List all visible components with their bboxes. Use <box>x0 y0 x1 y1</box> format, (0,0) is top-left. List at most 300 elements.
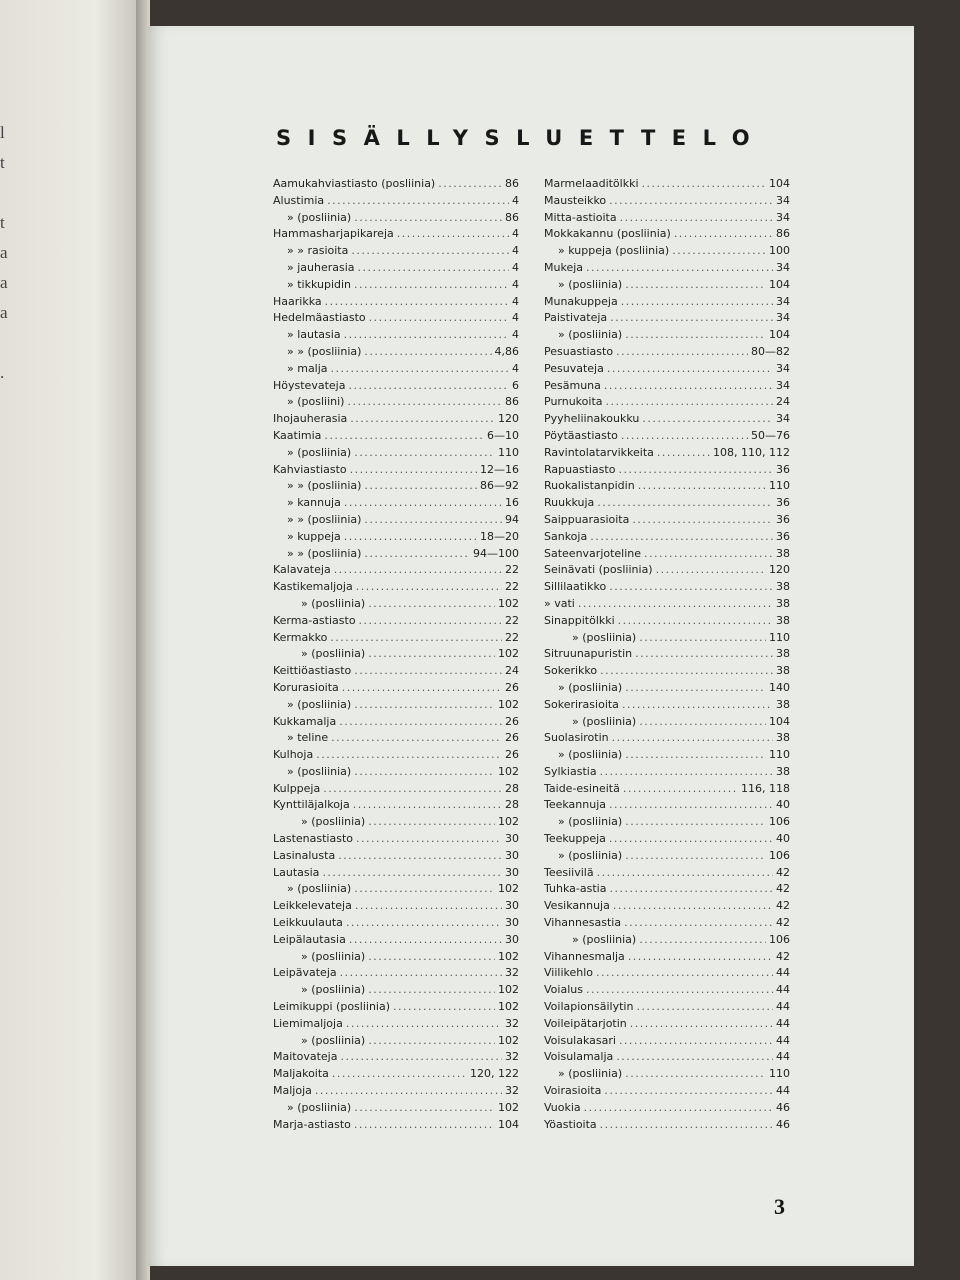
index-page-ref: 36 <box>776 496 790 510</box>
leader-dots <box>625 1066 766 1083</box>
index-entry <box>273 260 519 277</box>
index-term: » teline <box>287 731 329 745</box>
index-entry <box>544 797 790 814</box>
index-term: » (posliinia) <box>301 949 366 963</box>
index-page-ref: 108, 110, 112 <box>713 445 790 459</box>
index-page-ref: 34 <box>776 361 790 375</box>
index-term: Taide-esineitä <box>544 781 620 795</box>
index-entry <box>273 294 519 311</box>
index-entry <box>273 210 519 227</box>
index-entry <box>544 478 790 495</box>
index-entry <box>273 932 519 949</box>
index-entry <box>544 781 790 798</box>
index-term: Mausteikko <box>544 193 607 207</box>
margin-letter: l <box>0 123 5 142</box>
leader-dots <box>584 1100 773 1117</box>
leader-dots <box>364 512 502 529</box>
index-term: Leipälautasia <box>273 932 346 946</box>
page-title: SISÄLLYSLUETTELO <box>276 126 767 150</box>
index-term: » kuppeja (posliinia) <box>558 244 670 258</box>
index-entry <box>273 1016 519 1033</box>
leader-dots <box>600 764 773 781</box>
index-page-ref: 38 <box>776 546 790 560</box>
index-term: Voirasioita <box>544 1084 602 1098</box>
leader-dots <box>327 193 509 210</box>
index-term: Kastikemaljoja <box>273 580 353 594</box>
index-entry <box>544 579 790 596</box>
index-entry <box>544 327 790 344</box>
index-term: » (posliinia) <box>301 815 366 829</box>
index-entry <box>544 848 790 865</box>
leader-dots <box>339 714 502 731</box>
leader-dots <box>623 781 738 798</box>
leader-dots <box>368 596 495 613</box>
leader-dots <box>600 1117 773 1134</box>
index-term: Hedelmäastiasto <box>273 311 366 325</box>
index-term: Mokkakannu (posliinia) <box>544 227 671 241</box>
index-page-ref: 106 <box>769 815 790 829</box>
leader-dots <box>621 294 773 311</box>
index-term: Leikkuulauta <box>273 916 343 930</box>
index-entry <box>273 462 519 479</box>
index-page-ref: 110 <box>769 1067 790 1081</box>
index-term: Voialus <box>544 983 583 997</box>
index-entry <box>544 210 790 227</box>
leader-dots <box>359 613 502 630</box>
index-entry <box>544 814 790 831</box>
index-page-ref: 36 <box>776 529 790 543</box>
index-term: Marja-astiasto <box>273 1117 351 1131</box>
index-term: Teekuppeja <box>544 832 606 846</box>
leader-dots <box>638 478 766 495</box>
leader-dots <box>622 697 773 714</box>
leader-dots <box>356 579 502 596</box>
leader-dots <box>349 932 502 949</box>
index-entry <box>544 562 790 579</box>
index-term: » (posliinia) <box>558 848 623 862</box>
index-entry <box>273 428 519 445</box>
index-entry <box>273 445 519 462</box>
margin-letter: a <box>0 303 8 322</box>
index-term: Sateenvarjoteline <box>544 546 642 560</box>
index-page-ref: 94—100 <box>473 546 519 560</box>
leader-dots <box>355 898 502 915</box>
index-term: Ruukkuja <box>544 496 595 510</box>
leader-dots <box>674 226 773 243</box>
index-term: Marmelaaditölkki <box>544 177 639 190</box>
index-column-left <box>273 176 519 1133</box>
index-page-ref: 110 <box>498 445 519 459</box>
index-page-ref: 120 <box>498 412 519 426</box>
margin-letter: t <box>0 213 5 232</box>
index-page-ref: 44 <box>776 1033 790 1047</box>
index-page-ref: 140 <box>769 680 790 694</box>
index-page-ref: 22 <box>505 630 519 644</box>
leader-dots <box>368 1033 495 1050</box>
index-term: » (posliinia) <box>301 1033 366 1047</box>
leader-dots <box>344 495 502 512</box>
index-entry <box>544 512 790 529</box>
index-page-ref: 34 <box>776 210 790 224</box>
index-term: » (posliinia) <box>572 714 637 728</box>
index-entry <box>544 529 790 546</box>
index-page-ref: 4 <box>512 311 519 325</box>
index-page-ref: 34 <box>776 294 790 308</box>
index-entry <box>544 932 790 949</box>
index-term: Pyyheliinakoukku <box>544 412 640 426</box>
index-entry <box>273 831 519 848</box>
leader-dots <box>344 529 477 546</box>
leader-dots <box>625 327 766 344</box>
leader-dots <box>354 764 495 781</box>
index-term: Ihojauherasia <box>273 412 348 426</box>
index-page-ref: 22 <box>505 613 519 627</box>
leader-dots <box>639 932 766 949</box>
index-term: Teesiivilä <box>544 865 594 879</box>
leader-dots <box>364 344 491 361</box>
index-term: » malja <box>287 361 328 375</box>
index-page-ref: 102 <box>498 882 519 896</box>
index-page-ref: 102 <box>498 596 519 610</box>
leader-dots <box>597 495 773 512</box>
page-number: 3 <box>774 1194 785 1219</box>
leader-dots <box>354 210 502 227</box>
index-page-ref: 4 <box>512 328 519 342</box>
index-page-ref: 46 <box>776 1117 790 1131</box>
index-page-ref: 94 <box>505 512 519 526</box>
leader-dots <box>368 982 495 999</box>
leader-dots <box>621 428 748 445</box>
index-page-ref: 42 <box>776 882 790 896</box>
index-entry <box>544 898 790 915</box>
index-term: Leikkelevateja <box>273 899 352 913</box>
index-term: Maitovateja <box>273 1050 338 1064</box>
index-page-ref: 42 <box>776 916 790 930</box>
index-term: Maljakoita <box>273 1067 329 1081</box>
index-page-ref: 18—20 <box>480 529 519 543</box>
index-entry <box>273 898 519 915</box>
margin-letter: a <box>0 273 8 292</box>
index-page-ref: 104 <box>498 1117 519 1131</box>
margin-letter: . <box>0 363 5 382</box>
leader-dots <box>636 999 773 1016</box>
index-page-ref: 36 <box>776 462 790 476</box>
margin-letter: t <box>0 153 5 172</box>
index-term: Keittiöastiasto <box>273 664 352 678</box>
index-term: Lautasia <box>273 865 320 879</box>
leader-dots <box>354 881 495 898</box>
leader-dots <box>578 596 773 613</box>
index-entry <box>544 982 790 999</box>
index-entry <box>273 411 519 428</box>
leader-dots <box>619 1033 773 1050</box>
index-entry <box>544 310 790 327</box>
index-term: Seinävati (posliinia) <box>544 563 653 577</box>
index-entry <box>544 646 790 663</box>
index-term: Vuokia <box>544 1100 581 1114</box>
index-entry <box>544 1117 790 1134</box>
leader-dots <box>616 1049 773 1066</box>
index-page-ref: 32 <box>505 1016 519 1030</box>
leader-dots <box>351 243 509 260</box>
index-page-ref: 44 <box>776 1050 790 1064</box>
index-term: Leimikuppi (posliinia) <box>273 1000 391 1014</box>
index-entry <box>273 680 519 697</box>
index-entry <box>544 361 790 378</box>
index-entry <box>273 697 519 714</box>
index-page-ref: 102 <box>498 764 519 778</box>
index-page-ref: 12—16 <box>480 462 519 476</box>
margin-letter: a <box>0 243 8 262</box>
leader-dots <box>607 361 773 378</box>
index-term: » kannuja <box>287 496 341 510</box>
index-page-ref: 104 <box>769 328 790 342</box>
index-page-ref: 86—92 <box>480 479 519 493</box>
leader-dots <box>353 797 502 814</box>
index-entry <box>544 999 790 1016</box>
index-term: » (posliinia) <box>558 328 623 342</box>
index-entry <box>544 697 790 714</box>
index-page-ref: 34 <box>776 412 790 426</box>
index-entry <box>544 613 790 630</box>
index-page-ref: 28 <box>505 798 519 812</box>
index-entry <box>544 596 790 613</box>
leader-dots <box>639 714 766 731</box>
index-page-ref: 120, 122 <box>470 1067 519 1081</box>
index-entry <box>273 529 519 546</box>
leader-dots <box>330 630 502 647</box>
index-page-ref: 26 <box>505 714 519 728</box>
leader-dots <box>364 478 477 495</box>
index-page-ref: 38 <box>776 647 790 661</box>
index-term: Rapuastiasto <box>544 462 616 476</box>
index-entry <box>544 881 790 898</box>
leader-dots <box>620 210 773 227</box>
index-entry <box>544 1083 790 1100</box>
leader-dots <box>438 176 502 193</box>
margin-letter <box>0 328 14 358</box>
index-entry <box>273 478 519 495</box>
index-term: Saippuarasioita <box>544 512 630 526</box>
index-term: Pöytäastiasto <box>544 428 618 442</box>
index-entry <box>273 630 519 647</box>
index-term: Sitruunapuristin <box>544 647 633 661</box>
index-term: Mukeja <box>544 260 584 274</box>
leader-dots <box>596 965 773 982</box>
index-page-ref: 50—76 <box>751 428 790 442</box>
leader-dots <box>609 881 773 898</box>
index-entry <box>273 949 519 966</box>
index-page-ref: 38 <box>776 580 790 594</box>
leader-dots <box>625 814 766 831</box>
index-term: Sillilaatikko <box>544 580 607 594</box>
index-page-ref: 24 <box>505 664 519 678</box>
leader-dots <box>350 462 477 479</box>
index-term: » (posliinia) <box>287 697 352 711</box>
index-term: Höystevateja <box>273 378 346 392</box>
index-term: » (posliinia) <box>287 445 352 459</box>
leader-dots <box>656 562 766 579</box>
leader-dots <box>632 512 773 529</box>
leader-dots <box>332 1066 467 1083</box>
index-page-ref: 24 <box>776 395 790 409</box>
index-page-ref: 102 <box>498 983 519 997</box>
index-page-ref: 42 <box>776 899 790 913</box>
index-page-ref: 100 <box>769 244 790 258</box>
index-entry <box>273 1049 519 1066</box>
index-entry <box>273 495 519 512</box>
index-page-ref: 6 <box>512 378 519 392</box>
facing-page <box>0 0 136 1280</box>
index-page-ref: 42 <box>776 865 790 879</box>
index-entry <box>544 1016 790 1033</box>
index-entry <box>273 310 519 327</box>
index-page-ref: 106 <box>769 932 790 946</box>
index-entry <box>273 999 519 1016</box>
leader-dots <box>368 646 495 663</box>
index-page-ref: 30 <box>505 832 519 846</box>
index-page-ref: 104 <box>769 714 790 728</box>
index-page-ref: 38 <box>776 731 790 745</box>
leader-dots <box>340 1049 502 1066</box>
index-page-ref: 40 <box>776 832 790 846</box>
index-page-ref: 34 <box>776 260 790 274</box>
index-entry <box>273 797 519 814</box>
leader-dots <box>397 226 509 243</box>
index-page-ref: 30 <box>505 932 519 946</box>
index-entry <box>544 831 790 848</box>
index-term: » (posliinia) <box>558 748 623 762</box>
index-term: Aamukahviastiasto (posliinia) <box>273 177 436 190</box>
facing-page-margin-text <box>0 118 14 388</box>
index-page-ref: 4 <box>512 193 519 207</box>
index-term: Suolasirotin <box>544 731 609 745</box>
index-page-ref: 116, 118 <box>741 781 790 795</box>
leader-dots <box>316 747 502 764</box>
index-entry <box>544 764 790 781</box>
index-entry <box>544 680 790 697</box>
leader-dots <box>323 781 502 798</box>
index-page-ref: 4 <box>512 361 519 375</box>
leader-dots <box>322 865 502 882</box>
index-term: Sankoja <box>544 529 588 543</box>
index-entry <box>273 512 519 529</box>
index-term: Korurasioita <box>273 680 339 694</box>
index-term: Kahviastiasto <box>273 462 347 476</box>
index-entry <box>544 226 790 243</box>
leader-dots <box>324 428 484 445</box>
index-term: Pesämuna <box>544 378 601 392</box>
index-entry <box>273 1083 519 1100</box>
index-entry <box>273 730 519 747</box>
index-page-ref: 28 <box>505 781 519 795</box>
index-term: Pesuastiasto <box>544 344 614 358</box>
index-page-ref: 110 <box>769 630 790 644</box>
leader-dots <box>347 394 502 411</box>
index-term: » (posliinia) <box>287 210 352 224</box>
index-page-ref: 104 <box>769 277 790 291</box>
leader-dots <box>346 1016 502 1033</box>
index-term: » jauherasia <box>287 260 355 274</box>
leader-dots <box>618 462 773 479</box>
index-entry <box>544 495 790 512</box>
leader-dots <box>639 630 766 647</box>
leader-dots <box>625 277 766 294</box>
leader-dots <box>609 193 773 210</box>
index-entry <box>273 848 519 865</box>
index-entry <box>273 881 519 898</box>
leader-dots <box>368 814 495 831</box>
index-page-ref: 86 <box>776 227 790 241</box>
index-page-ref: 26 <box>505 680 519 694</box>
index-entry <box>273 1066 519 1083</box>
index-term: Kalavateja <box>273 563 331 577</box>
index-page-ref: 80—82 <box>751 344 790 358</box>
leader-dots <box>354 663 502 680</box>
index-term: Voileipätarjotin <box>544 1016 627 1030</box>
leader-dots <box>334 562 502 579</box>
index-page-ref: 32 <box>505 1084 519 1098</box>
index-term: » (posliinia) <box>558 680 623 694</box>
index-entry <box>273 714 519 731</box>
index-entry <box>544 915 790 932</box>
index-page-ref: 42 <box>776 949 790 963</box>
index-entry <box>273 764 519 781</box>
leader-dots <box>346 915 502 932</box>
index-entry <box>273 361 519 378</box>
index-page-ref: 22 <box>505 580 519 594</box>
index-term: » (posliinia) <box>301 647 366 661</box>
margin-letter <box>0 178 14 208</box>
leader-dots <box>618 613 773 630</box>
index-page <box>148 26 914 1266</box>
index-term: Leipävateja <box>273 966 337 980</box>
index-page-ref: 30 <box>505 899 519 913</box>
index-entry <box>273 613 519 630</box>
leader-dots <box>331 730 502 747</box>
index-page-ref: 16 <box>505 496 519 510</box>
index-page-ref: 44 <box>776 983 790 997</box>
index-entry <box>273 915 519 932</box>
index-term: Mitta-astioita <box>544 210 617 224</box>
index-term: Kaatimia <box>273 428 322 442</box>
leader-dots <box>369 310 509 327</box>
index-entry <box>544 462 790 479</box>
index-entry <box>544 344 790 361</box>
index-term: » » rasioita <box>287 244 349 258</box>
index-term: Ruokalistanpidin <box>544 479 635 493</box>
index-term: Sinappitölkki <box>544 613 615 627</box>
index-page-ref: 26 <box>505 748 519 762</box>
index-term: » tikkupidin <box>287 277 352 291</box>
index-term: Pesuvateja <box>544 361 604 375</box>
index-page-ref: 44 <box>776 966 790 980</box>
leader-dots <box>364 546 470 563</box>
leader-dots <box>642 411 773 428</box>
index-entry <box>544 378 790 395</box>
index-term: » (posliinia) <box>572 932 637 946</box>
index-term: » (posliinia) <box>287 882 352 896</box>
index-entry <box>273 193 519 210</box>
index-entry <box>273 1033 519 1050</box>
index-term: Sokerikko <box>544 664 598 678</box>
index-page-ref: 120 <box>769 563 790 577</box>
index-term: » » (posliinia) <box>287 479 362 493</box>
index-term: Kukkamalja <box>273 714 337 728</box>
index-entry <box>273 646 519 663</box>
index-page-ref: 34 <box>776 193 790 207</box>
leader-dots <box>368 949 495 966</box>
